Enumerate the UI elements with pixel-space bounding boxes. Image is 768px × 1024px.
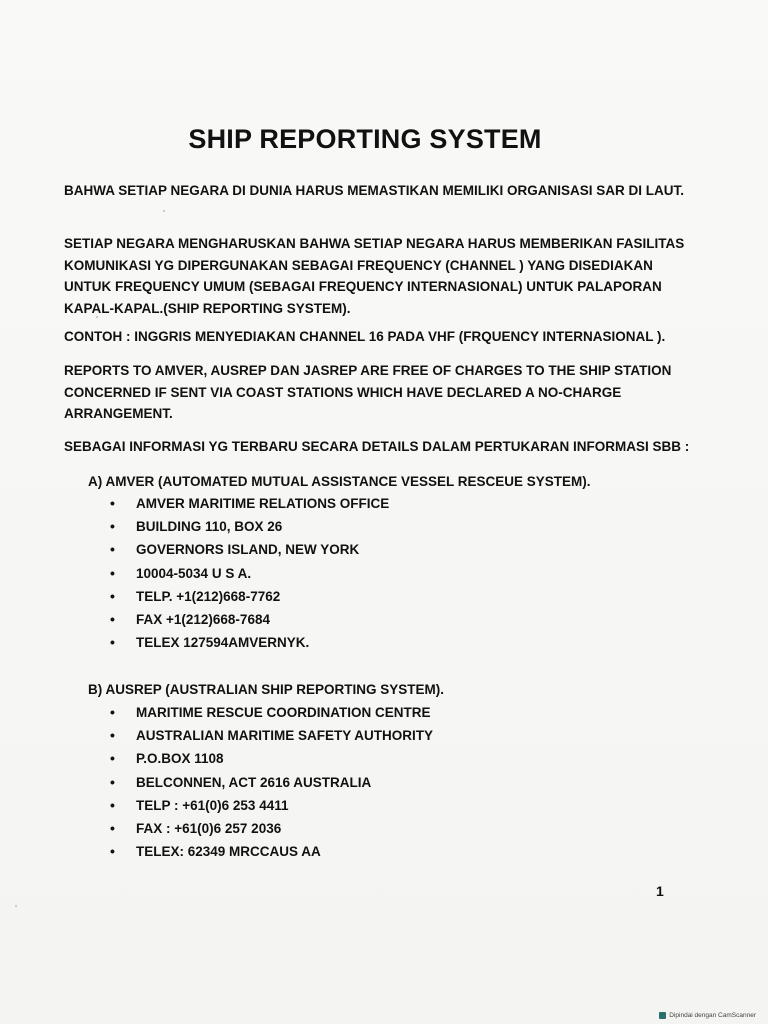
- list-item: • AMVER MARITIME RELATIONS OFFICE: [110, 492, 389, 515]
- bullet-icon: •: [110, 727, 115, 744]
- bullet-icon: •: [110, 750, 115, 767]
- bullet-icon: •: [110, 564, 115, 581]
- scan-speck: [15, 905, 17, 907]
- paragraph-example: CONTOH : INGGRIS MENYEDIAKAN CHANNEL 16 PADA VHF (FRQUENCY INTERNASIONAL ).: [64, 329, 666, 344]
- list-item: • MARITIME RESCUE COORDINATION CENTRE: [110, 701, 433, 724]
- list-item: • BUILDING 110, BOX 26: [110, 515, 389, 538]
- bullet-icon: •: [110, 704, 115, 720]
- list-item: • TELP : +61(0)6 253 4411: [110, 794, 433, 817]
- scan-speck: [163, 210, 165, 212]
- section-b-list: [110, 701, 433, 863]
- list-item: • GOVERNORS ISLAND, NEW YORK: [110, 538, 389, 561]
- scan-speck: [96, 316, 98, 318]
- footer-text: Dipindai dengan CamScanner: [669, 1012, 756, 1019]
- list-item: • AUSTRALIAN MARITIME SAFETY AUTHORITY: [110, 724, 433, 747]
- section-a-list: [110, 492, 389, 654]
- list-item: • TELP. +1(212)668-7762: [110, 585, 389, 608]
- bullet-icon: •: [110, 495, 115, 511]
- list-item: • FAX : +61(0)6 257 2036: [110, 817, 433, 840]
- paragraph-communication-facilities: SETIAP NEGARA MENGHARUSKAN BAHWA SETIAP NEGARA HARUS MEMBERIKAN FASILITAS KOMUNIKASI YG DIPERGUNAKAN SEBAGAI FREQUENCY (CHANNEL ) YANG DISEDIAKAN UNTUK FREQUENCY UMUM (SEBAGAI FREQUENCY INTERNASIONAL) UNTUK PALAPORAN KAPAL-KAPAL.(SHIP REPORTING SYSTEM).: [64, 236, 685, 316]
- list-item: • 10004-5034 U S A.: [110, 562, 389, 585]
- paragraph-latest-info: SEBAGAI INFORMASI YG TERBARU SECARA DETAILS DALAM PERTUKARAN INFORMASI SBB :: [64, 439, 690, 454]
- bullet-icon: •: [110, 796, 115, 813]
- paragraph-sar-organization: BAHWA SETIAP NEGARA DI DUNIA HARUS MEMASTIKAN MEMILIKI ORGANISASI SAR DI LAUT.: [64, 183, 685, 198]
- bullet-icon: •: [110, 541, 115, 558]
- list-item: • FAX +1(212)668-7684: [110, 608, 389, 631]
- bullet-icon: •: [110, 819, 115, 836]
- paragraph-reports-free: REPORTS TO AMVER, AUSREP DAN JASREP ARE FREE OF CHARGES TO THE SHIP STATION CONCERNED IF SENT VIA COAST STATIONS WHICH HAVE DECLARED A NO-CHARGE ARRANGEMENT.: [64, 363, 672, 421]
- list-item: • TELEX 127594AMVERNYK.: [110, 631, 389, 654]
- bullet-icon: •: [110, 610, 115, 627]
- page-number: 1: [656, 883, 664, 899]
- bullet-icon: •: [110, 843, 115, 860]
- section-b-heading: B) AUSREP (AUSTRALIAN SHIP REPORTING SYSTEM).: [88, 682, 445, 697]
- bullet-icon: •: [110, 634, 115, 651]
- list-item: • BELCONNEN, ACT 2616 AUSTRALIA: [110, 771, 433, 794]
- list-item: • TELEX: 62349 MRCCAUS AA: [110, 840, 433, 863]
- scanner-footer: [659, 1012, 756, 1019]
- camscanner-icon: [659, 1012, 666, 1019]
- document-title: SHIP REPORTING SYSTEM: [188, 124, 542, 154]
- bullet-icon: •: [110, 773, 115, 790]
- list-item: • P.O.BOX 1108: [110, 747, 433, 770]
- bullet-icon: •: [110, 587, 115, 604]
- bullet-icon: •: [110, 518, 115, 535]
- section-a-heading: A) AMVER (AUTOMATED MUTUAL ASSISTANCE VESSEL RESCEUE SYSTEM).: [88, 474, 591, 489]
